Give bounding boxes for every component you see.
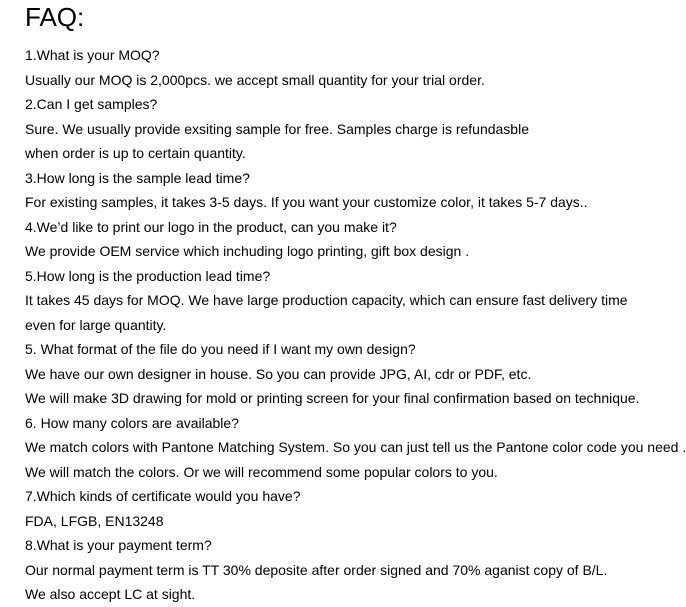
faq-answer-samples-line-2: when order is up to certain quantity. (25, 145, 246, 161)
faq-answer-logo-printing: We provide OEM service which inchuding logo printing, gift box design . (25, 243, 470, 259)
page-title: FAQ: (25, 2, 85, 32)
faq-question-payment-term: 8.What is your payment term? (25, 537, 212, 553)
faq-answer-file-format-line-1: We have our own designer in house. So you can provide JPG, AI, cdr or PDF, etc. (25, 365, 532, 382)
faq-answer-file-format-line-2: We will make 3D drawing for mold or printing screen for your final confirmation based on technique. (25, 390, 640, 406)
faq-list (25, 43, 686, 607)
faq-answer-colors-line-2: We will match the colors. Or we will recommend some popular colors to you. (25, 463, 498, 480)
faq-question-logo-printing: 4.We’d like to print our logo in the product, can you make it? (25, 218, 397, 235)
faq-answer-sample-lead-time: For existing samples, it takes 3-5 days. If you want your customize color, it takes 5-7 days.. (25, 194, 588, 210)
faq-answer-certificates: FDA, LFGB, EN13248 (25, 512, 164, 529)
faq-answer-payment-term-line-2: We also accept LC at sight. (25, 586, 196, 602)
faq-answer-production-lead-time-line-1: It takes 45 days for MOQ. We have large production capacity, which can ensure fast delivery time (25, 292, 628, 308)
faq-question-certificates: 7.Which kinds of certificate would you have? (25, 488, 301, 504)
faq-question-colors: 6. How many colors are available? (25, 414, 239, 431)
faq-answer-samples-line-1: Sure. We usually provide exsiting sample for free. Samples charge is refundasble (25, 120, 529, 137)
faq-question-file-format: 5. What format of the file do you need if I want my own design? (25, 341, 416, 357)
faq-question-moq: 1.What is your MOQ? (25, 47, 160, 63)
faq-answer-production-lead-time-line-2: even for large quantity. (25, 316, 167, 333)
faq-question-production-lead-time: 5.How long is the production lead time? (25, 267, 271, 284)
faq-answer-colors-line-1: We match colors with Pantone Matching System. So you can just tell us the Pantone color code you need . (25, 439, 686, 455)
faq-question-sample-lead-time: 3.How long is the sample lead time? (25, 169, 250, 186)
faq-question-samples: 2.Can I get samples? (25, 96, 158, 112)
faq-answer-moq: Usually our MOQ is 2,000pcs. we accept small quantity for your trial order. (25, 71, 485, 88)
faq-answer-payment-term-line-1: Our normal payment term is TT 30% deposite after order signed and 70% aganist copy of B/L. (25, 561, 608, 578)
